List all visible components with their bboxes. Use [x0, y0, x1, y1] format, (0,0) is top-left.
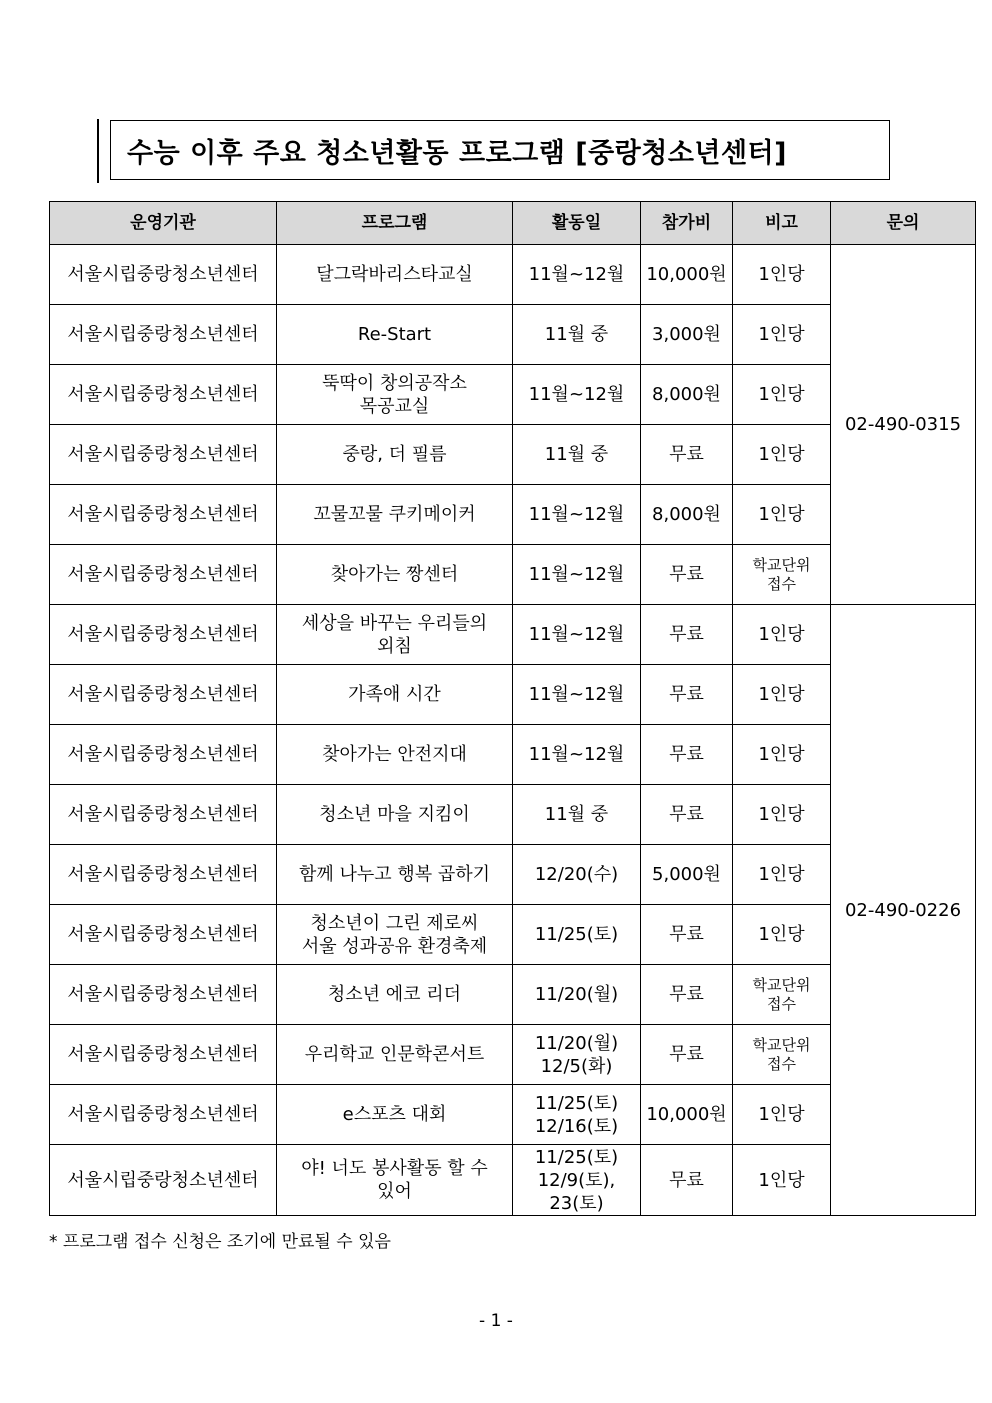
cell-fee: 10,000원	[641, 245, 733, 305]
cell-date-line: 23(토)	[549, 1192, 604, 1214]
cell-program-line: 서울 성과공유 환경축제	[301, 935, 488, 957]
cell-date-line: 11/25(토)	[534, 924, 619, 945]
cell-program	[277, 305, 513, 365]
cell-fee: 무료	[641, 965, 733, 1025]
cell-date	[513, 1145, 641, 1216]
cell-date	[513, 725, 641, 785]
cell-org: 서울시립중랑청소년센터	[50, 425, 277, 485]
cell-org: 서울시립중랑청소년센터	[50, 305, 277, 365]
cell-date	[513, 425, 641, 485]
cell-fee: 무료	[641, 605, 733, 665]
cell-note	[733, 485, 831, 545]
cell-contact: 02-490-0226	[831, 605, 976, 1216]
cell-date-line: 11월~12월	[528, 384, 625, 405]
cell-program-line: Re-Start	[357, 324, 432, 345]
cell-fee: 무료	[641, 425, 733, 485]
cell-date	[513, 245, 641, 305]
cell-note-line: 1인당	[758, 864, 805, 885]
cell-note-line: 1인당	[758, 744, 805, 765]
cell-date	[513, 905, 641, 965]
cell-note	[733, 305, 831, 365]
cell-note	[733, 845, 831, 905]
cell-note-line: 1인당	[758, 684, 805, 705]
cell-program-line: 청소년 에코 리더	[327, 984, 462, 1005]
cell-program	[277, 1085, 513, 1145]
cell-note-line: 1인당	[758, 504, 805, 525]
cell-program	[277, 365, 513, 425]
cell-program-line: 함께 나누고 행복 곱하기	[298, 864, 491, 885]
cell-note-line: 접수	[767, 574, 796, 593]
cell-program	[277, 545, 513, 605]
cell-note-line: 1인당	[758, 444, 805, 465]
cell-program	[277, 485, 513, 545]
cell-date-line: 11월 중	[544, 324, 609, 345]
cell-note	[733, 1025, 831, 1085]
cell-org: 서울시립중랑청소년센터	[50, 485, 277, 545]
cell-program-line: 찾아가는 안전지대	[322, 744, 467, 765]
cell-date-line: 12/5(화)	[540, 1055, 613, 1077]
cell-date-line: 11/25(토)	[534, 1092, 619, 1114]
cell-program-line: 중랑, 더 필름	[342, 444, 447, 465]
cell-note	[733, 785, 831, 845]
cell-note	[733, 965, 831, 1025]
cell-date	[513, 305, 641, 365]
cell-fee: 8,000원	[641, 485, 733, 545]
cell-date	[513, 1025, 641, 1085]
cell-program-line: 꼬물꼬물 쿠키메이커	[313, 504, 476, 525]
cell-date-line: 11월~12월	[528, 564, 625, 585]
cell-program	[277, 965, 513, 1025]
cell-date	[513, 845, 641, 905]
header-contact: 문의	[831, 202, 976, 245]
table-header-row	[50, 202, 976, 245]
cell-program	[277, 605, 513, 665]
cell-program-line: 뚝딱이 창의공작소	[322, 372, 467, 394]
page-title: 수능 이후 주요 청소년활동 프로그램 [중랑청소년센터]	[110, 120, 890, 180]
cell-program	[277, 665, 513, 725]
cell-note-line: 1인당	[758, 624, 805, 645]
cell-program	[277, 725, 513, 785]
cell-fee: 무료	[641, 725, 733, 785]
cell-date-line: 11월~12월	[528, 744, 625, 765]
cell-program-line: 있어	[377, 1181, 412, 1202]
cell-note	[733, 605, 831, 665]
cell-fee: 무료	[641, 1025, 733, 1085]
cell-program-line: 세상을 바꾸는 우리들의	[301, 612, 488, 634]
cell-note	[733, 365, 831, 425]
cell-fee: 무료	[641, 785, 733, 845]
cell-program-line: 찾아가는 짱센터	[330, 564, 459, 585]
cell-date-line: 11월 중	[544, 444, 609, 465]
cell-org: 서울시립중랑청소년센터	[50, 1145, 277, 1216]
cell-note	[733, 245, 831, 305]
cell-date	[513, 365, 641, 425]
cell-date-line: 11월 중	[544, 804, 609, 825]
table-row	[50, 605, 976, 665]
cell-fee: 무료	[641, 1145, 733, 1216]
cell-program	[277, 1025, 513, 1085]
cell-date	[513, 965, 641, 1025]
cell-date	[513, 785, 641, 845]
cell-program-line: 야! 너도 봉사활동 할 수	[301, 1158, 488, 1179]
cell-fee: 8,000원	[641, 365, 733, 425]
cell-contact: 02-490-0315	[831, 245, 976, 605]
cell-date-line: 11/20(월)	[534, 984, 619, 1005]
cell-note-line: 접수	[767, 1054, 796, 1073]
cell-program-line: e스포츠 대회	[342, 1104, 447, 1125]
table-row	[50, 245, 976, 305]
cell-note-line: 1인당	[758, 924, 805, 945]
cell-fee: 무료	[641, 545, 733, 605]
cell-org: 서울시립중랑청소년센터	[50, 725, 277, 785]
cell-note-line: 학교단위	[752, 555, 811, 574]
header-org: 운영기관	[50, 202, 277, 245]
cell-note	[733, 665, 831, 725]
cell-program-line: 청소년이 그린 제로씨	[310, 912, 479, 934]
header-note: 비고	[733, 202, 831, 245]
cell-fee: 10,000원	[641, 1085, 733, 1145]
cell-org: 서울시립중랑청소년센터	[50, 965, 277, 1025]
page-number: - 1 -	[479, 1311, 513, 1331]
cell-note	[733, 545, 831, 605]
cell-program-line: 청소년 마을 지킴이	[319, 804, 470, 825]
cell-org: 서울시립중랑청소년센터	[50, 245, 277, 305]
cell-org: 서울시립중랑청소년센터	[50, 605, 277, 665]
cell-note-line: 1인당	[758, 1104, 805, 1125]
cell-note	[733, 905, 831, 965]
cell-org: 서울시립중랑청소년센터	[50, 785, 277, 845]
cell-note-line: 1인당	[758, 264, 805, 285]
cell-program	[277, 425, 513, 485]
cell-note-line: 1인당	[758, 1169, 805, 1191]
footnote: * 프로그램 접수 신청은 조기에 만료될 수 있음	[49, 1232, 391, 1252]
cell-program-line: 목공교실	[359, 395, 430, 417]
cell-note-line: 1인당	[758, 384, 805, 405]
cell-program	[277, 905, 513, 965]
cell-note	[733, 425, 831, 485]
cell-date-line: 12/9(토),	[537, 1169, 616, 1191]
cell-fee: 무료	[641, 665, 733, 725]
cell-note-line: 접수	[767, 994, 796, 1013]
cell-org: 서울시립중랑청소년센터	[50, 1085, 277, 1145]
cell-fee: 무료	[641, 905, 733, 965]
cell-date-line: 11/25(토)	[534, 1146, 619, 1168]
cell-program	[277, 845, 513, 905]
cell-note	[733, 1085, 831, 1145]
cell-org: 서울시립중랑청소년센터	[50, 845, 277, 905]
cell-program	[277, 1145, 513, 1216]
cell-date-line: 12/16(토)	[534, 1115, 619, 1137]
cell-date-line: 12/20(수)	[534, 864, 619, 885]
cell-date	[513, 1085, 641, 1145]
cell-date	[513, 545, 641, 605]
cell-note-line: 학교단위	[752, 1035, 811, 1054]
cell-date-line: 11월~12월	[528, 624, 625, 645]
cell-program-line: 달그락바리스타교실	[316, 264, 473, 285]
header-date: 활동일	[513, 202, 641, 245]
cell-program	[277, 245, 513, 305]
cell-note-line: 1인당	[758, 324, 805, 345]
cell-date	[513, 665, 641, 725]
cell-program	[277, 785, 513, 845]
cell-program-line: 외침	[377, 635, 412, 657]
cell-note-line: 학교단위	[752, 975, 811, 994]
cell-org: 서울시립중랑청소년센터	[50, 545, 277, 605]
cell-fee: 3,000원	[641, 305, 733, 365]
cell-date-line: 11월~12월	[528, 684, 625, 705]
header-program: 프로그램	[277, 202, 513, 245]
cell-date-line: 11월~12월	[528, 264, 625, 285]
header-fee: 참가비	[641, 202, 733, 245]
cell-org: 서울시립중랑청소년센터	[50, 905, 277, 965]
cell-note	[733, 725, 831, 785]
cell-note	[733, 1145, 831, 1216]
cell-note-line: 1인당	[758, 804, 805, 825]
cell-program-line: 가족애 시간	[348, 684, 441, 705]
cell-org: 서울시립중랑청소년센터	[50, 1025, 277, 1085]
cell-date	[513, 485, 641, 545]
cell-org: 서울시립중랑청소년센터	[50, 365, 277, 425]
cell-date-line: 11/20(월)	[534, 1032, 619, 1054]
cell-date-line: 11월~12월	[528, 504, 625, 525]
title-accent-bar	[97, 119, 99, 183]
cell-org: 서울시립중랑청소년센터	[50, 665, 277, 725]
cell-date	[513, 605, 641, 665]
cell-fee: 5,000원	[641, 845, 733, 905]
cell-program-line: 우리학교 인문학콘서트	[304, 1044, 485, 1065]
program-table	[49, 201, 976, 1216]
